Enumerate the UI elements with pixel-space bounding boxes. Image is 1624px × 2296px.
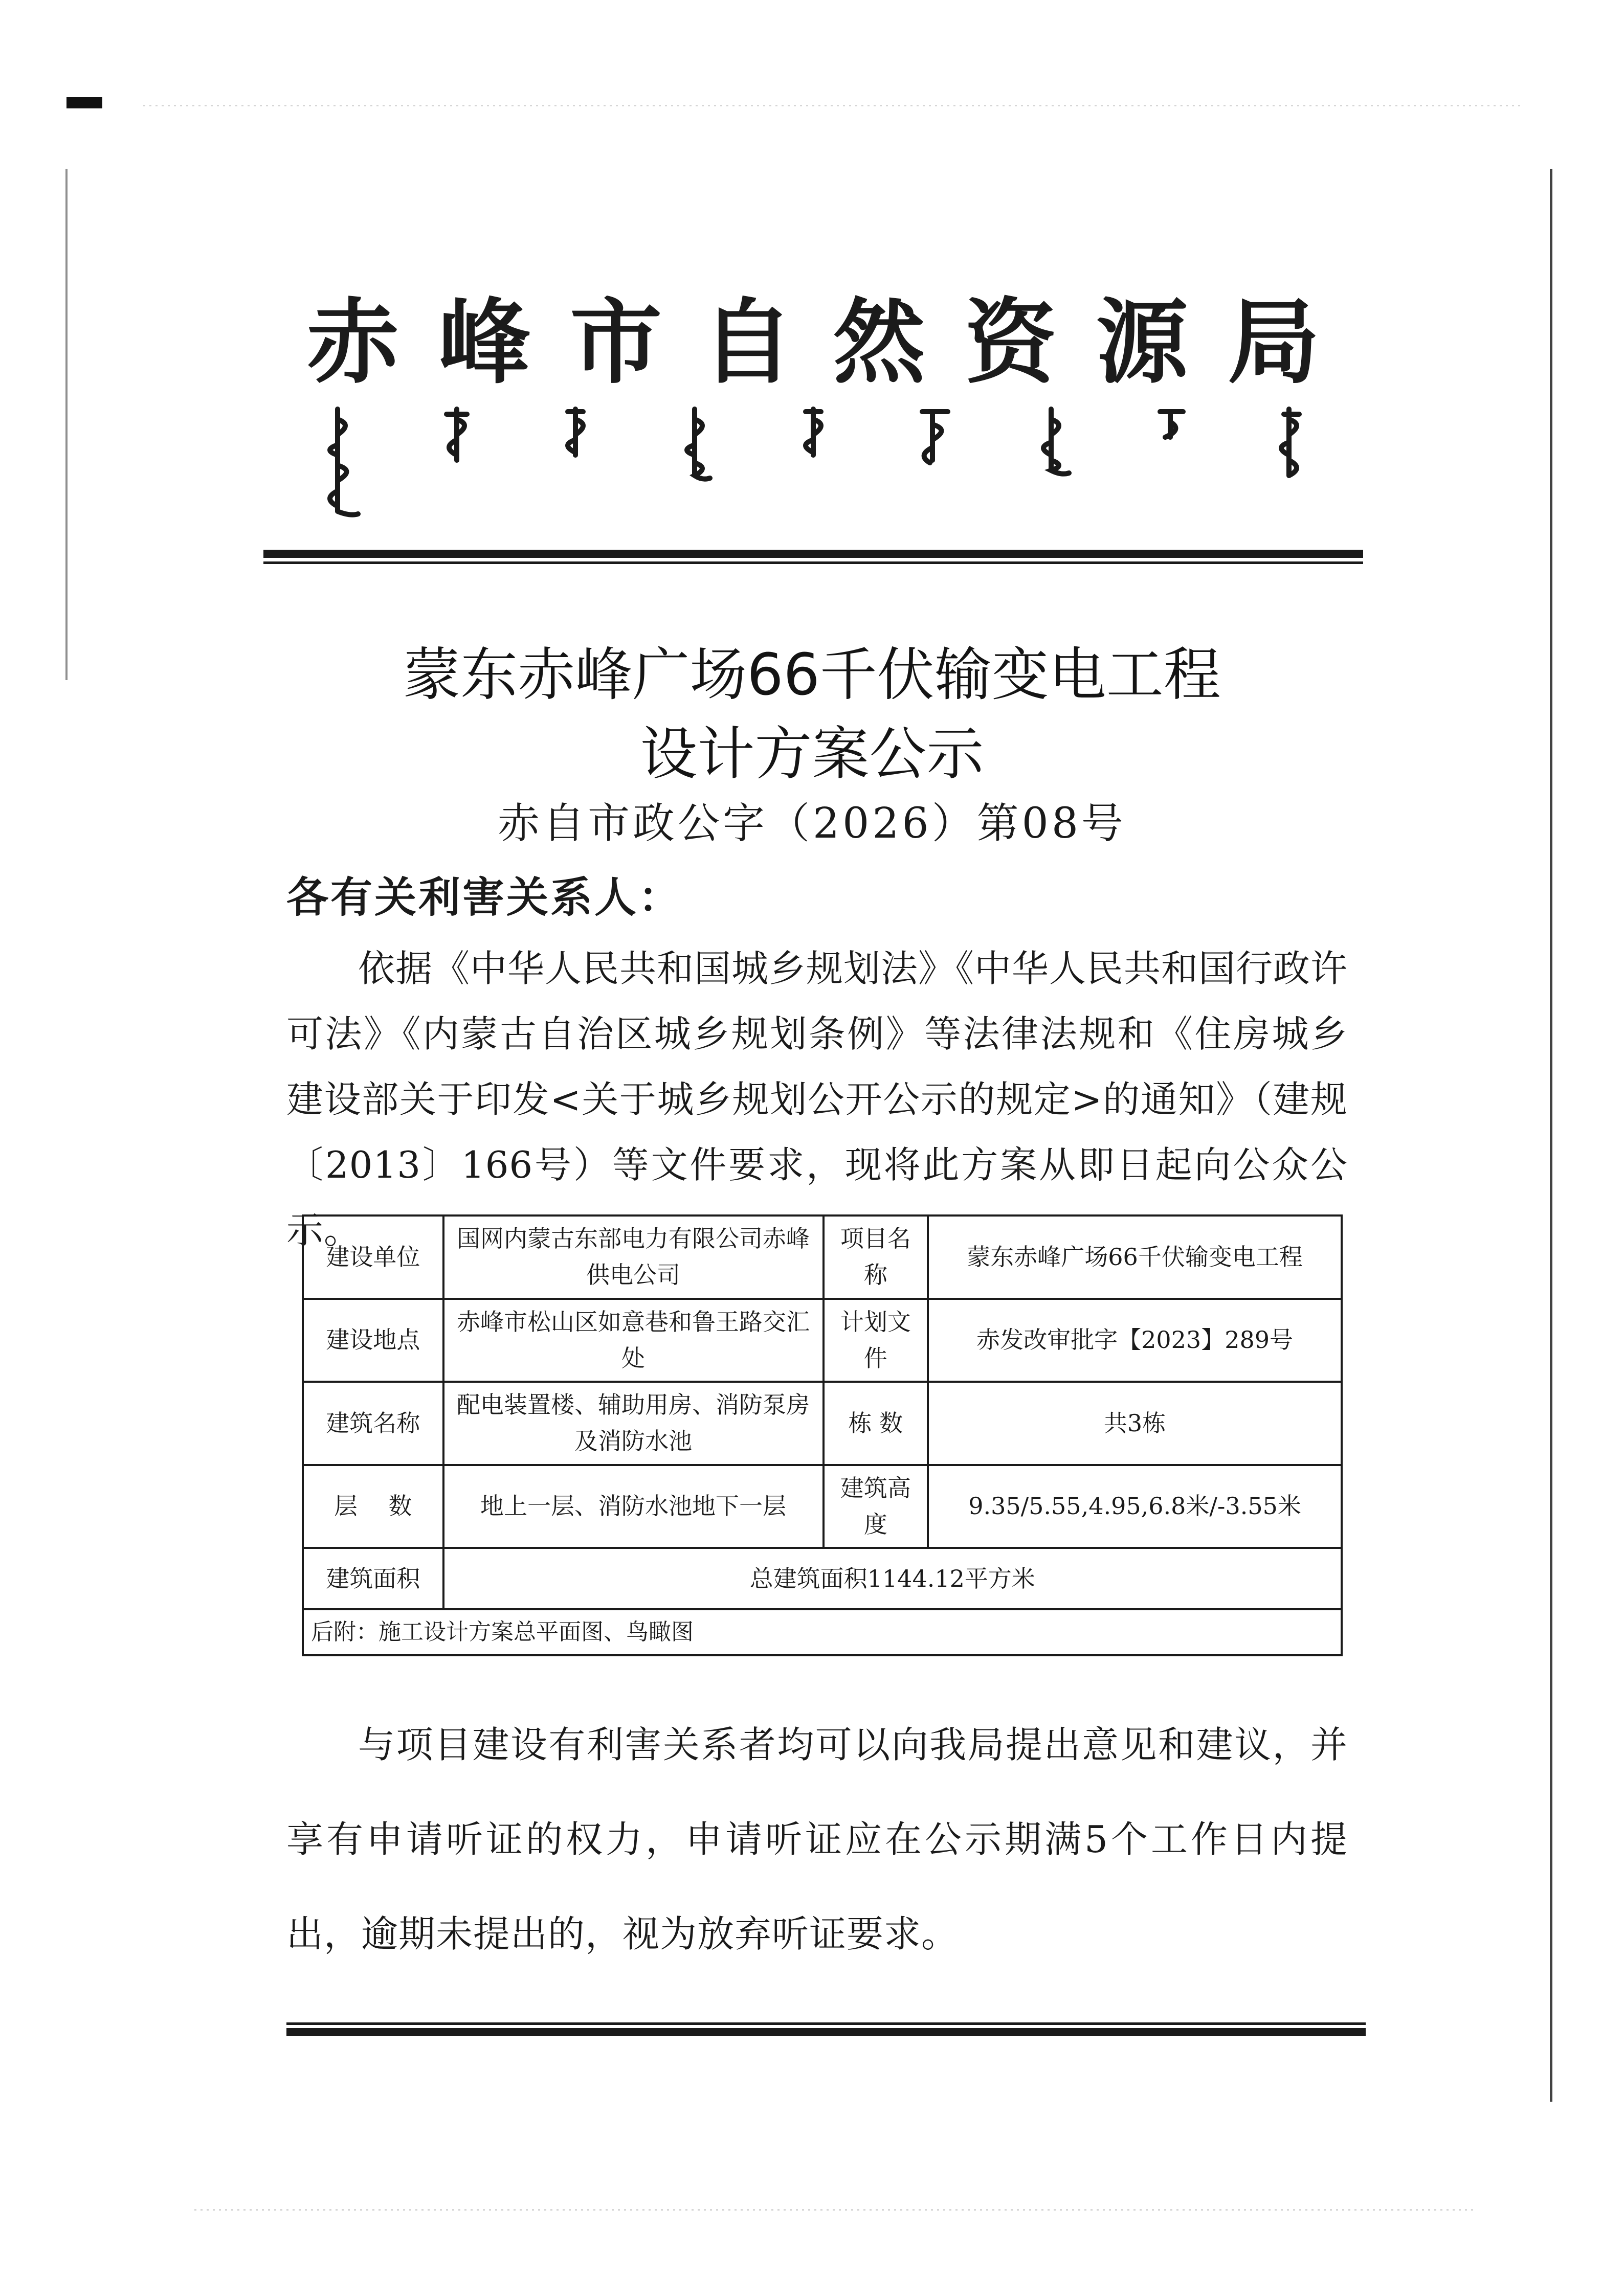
intro-paragraph: 依据《中华人民共和国城乡规划法》《中华人民共和国行政许可法》《内蒙古自治区城乡规划条例》等法律法规和《住房城乡建设部关于印发<关于城乡规划公开公示的规定>的通知》（建规〔2013〕166号）等文件要求，现将此方案从即日起向公众公示。 (286, 947, 1348, 1252)
label-cell: 栋 数 (824, 1382, 928, 1465)
scan-dust (194, 2209, 1473, 2211)
mongolian-glyph (545, 399, 606, 522)
label-cell: 建筑名称 (303, 1382, 443, 1465)
document-subtitle: 设计方案公示 (640, 721, 984, 787)
mongolian-glyph (902, 399, 963, 522)
value-cell: 赤发改审批字【2023】289号 (928, 1299, 1342, 1382)
agency-char: 自 (701, 288, 794, 396)
table-row (303, 1215, 1342, 1299)
mongolian-glyph (1258, 399, 1320, 522)
table-row (303, 1548, 1342, 1609)
label-cell: 计划文件 (824, 1299, 928, 1382)
scan-dust (143, 105, 1524, 106)
value-cell: 赤峰市松山区如意巷和鲁王路交汇处 (443, 1299, 824, 1382)
mongolian-agency-name (307, 399, 1320, 522)
header-rule (263, 550, 1363, 558)
closing-paragraph: 与项目建设有利害关系者均可以向我局提出意见和建议，并享有申请听证的权力，申请听证应在公示期满5个工作日内提出，逾期未提出的，视为放弃听证要求。 (286, 1723, 1348, 1955)
value-cell: 地上一层、消防水池地下一层 (443, 1465, 824, 1548)
agency-char: 资 (964, 288, 1057, 396)
document-number: 赤自市政公字（2026）第08号 (497, 799, 1127, 848)
value-cell: 总建筑面积1144.12平方米 (443, 1548, 1342, 1609)
agency-char: 然 (833, 288, 925, 396)
label-cell: 建筑高度 (824, 1465, 928, 1548)
footer-rule (286, 2028, 1366, 2036)
header-rule (263, 561, 1363, 564)
mongolian-glyph (783, 399, 844, 522)
label-cell: 建设地点 (303, 1299, 443, 1382)
project-info-table (302, 1214, 1343, 1656)
addressee: 各有关利害关系人： (286, 873, 683, 922)
agency-name (307, 288, 1320, 396)
table-row (303, 1299, 1342, 1382)
table-row (303, 1609, 1342, 1655)
mongolian-glyph (1020, 399, 1082, 522)
label-cell: 项目名称 (824, 1215, 928, 1299)
mongolian-glyph (664, 399, 725, 522)
agency-char: 源 (1096, 288, 1188, 396)
agency-char: 市 (570, 288, 662, 396)
mongolian-glyph (307, 399, 368, 522)
scan-mark (66, 97, 102, 108)
mongolian-glyph (1140, 399, 1201, 522)
value-cell: 国网内蒙古东部电力有限公司赤峰供电公司 (443, 1215, 824, 1299)
agency-char: 峰 (438, 288, 531, 396)
footer-rule (286, 2022, 1366, 2025)
scan-edge-line (1550, 169, 1552, 2102)
document-title: 蒙东赤峰广场66千伏输变电工程 (403, 642, 1221, 708)
value-cell: 共3栋 (928, 1382, 1342, 1465)
label-cell: 层 数 (303, 1465, 443, 1548)
value-cell: 配电装置楼、辅助用房、消防泵房及消防水池 (443, 1382, 824, 1465)
label-cell: 建筑面积 (303, 1548, 443, 1609)
value-cell: 蒙东赤峰广场66千伏输变电工程 (928, 1215, 1342, 1299)
label-cell: 建设单位 (303, 1215, 443, 1299)
table-row (303, 1465, 1342, 1548)
scan-edge-line (65, 169, 68, 680)
mongolian-glyph (426, 399, 487, 522)
table-row (303, 1382, 1342, 1465)
agency-char: 赤 (307, 288, 399, 396)
value-cell: 9.35/5.55,4.95,6.8米/-3.55米 (928, 1465, 1342, 1548)
attachment-note: 后附：施工设计方案总平面图、鸟瞰图 (303, 1609, 1342, 1655)
agency-char: 局 (1227, 288, 1320, 396)
